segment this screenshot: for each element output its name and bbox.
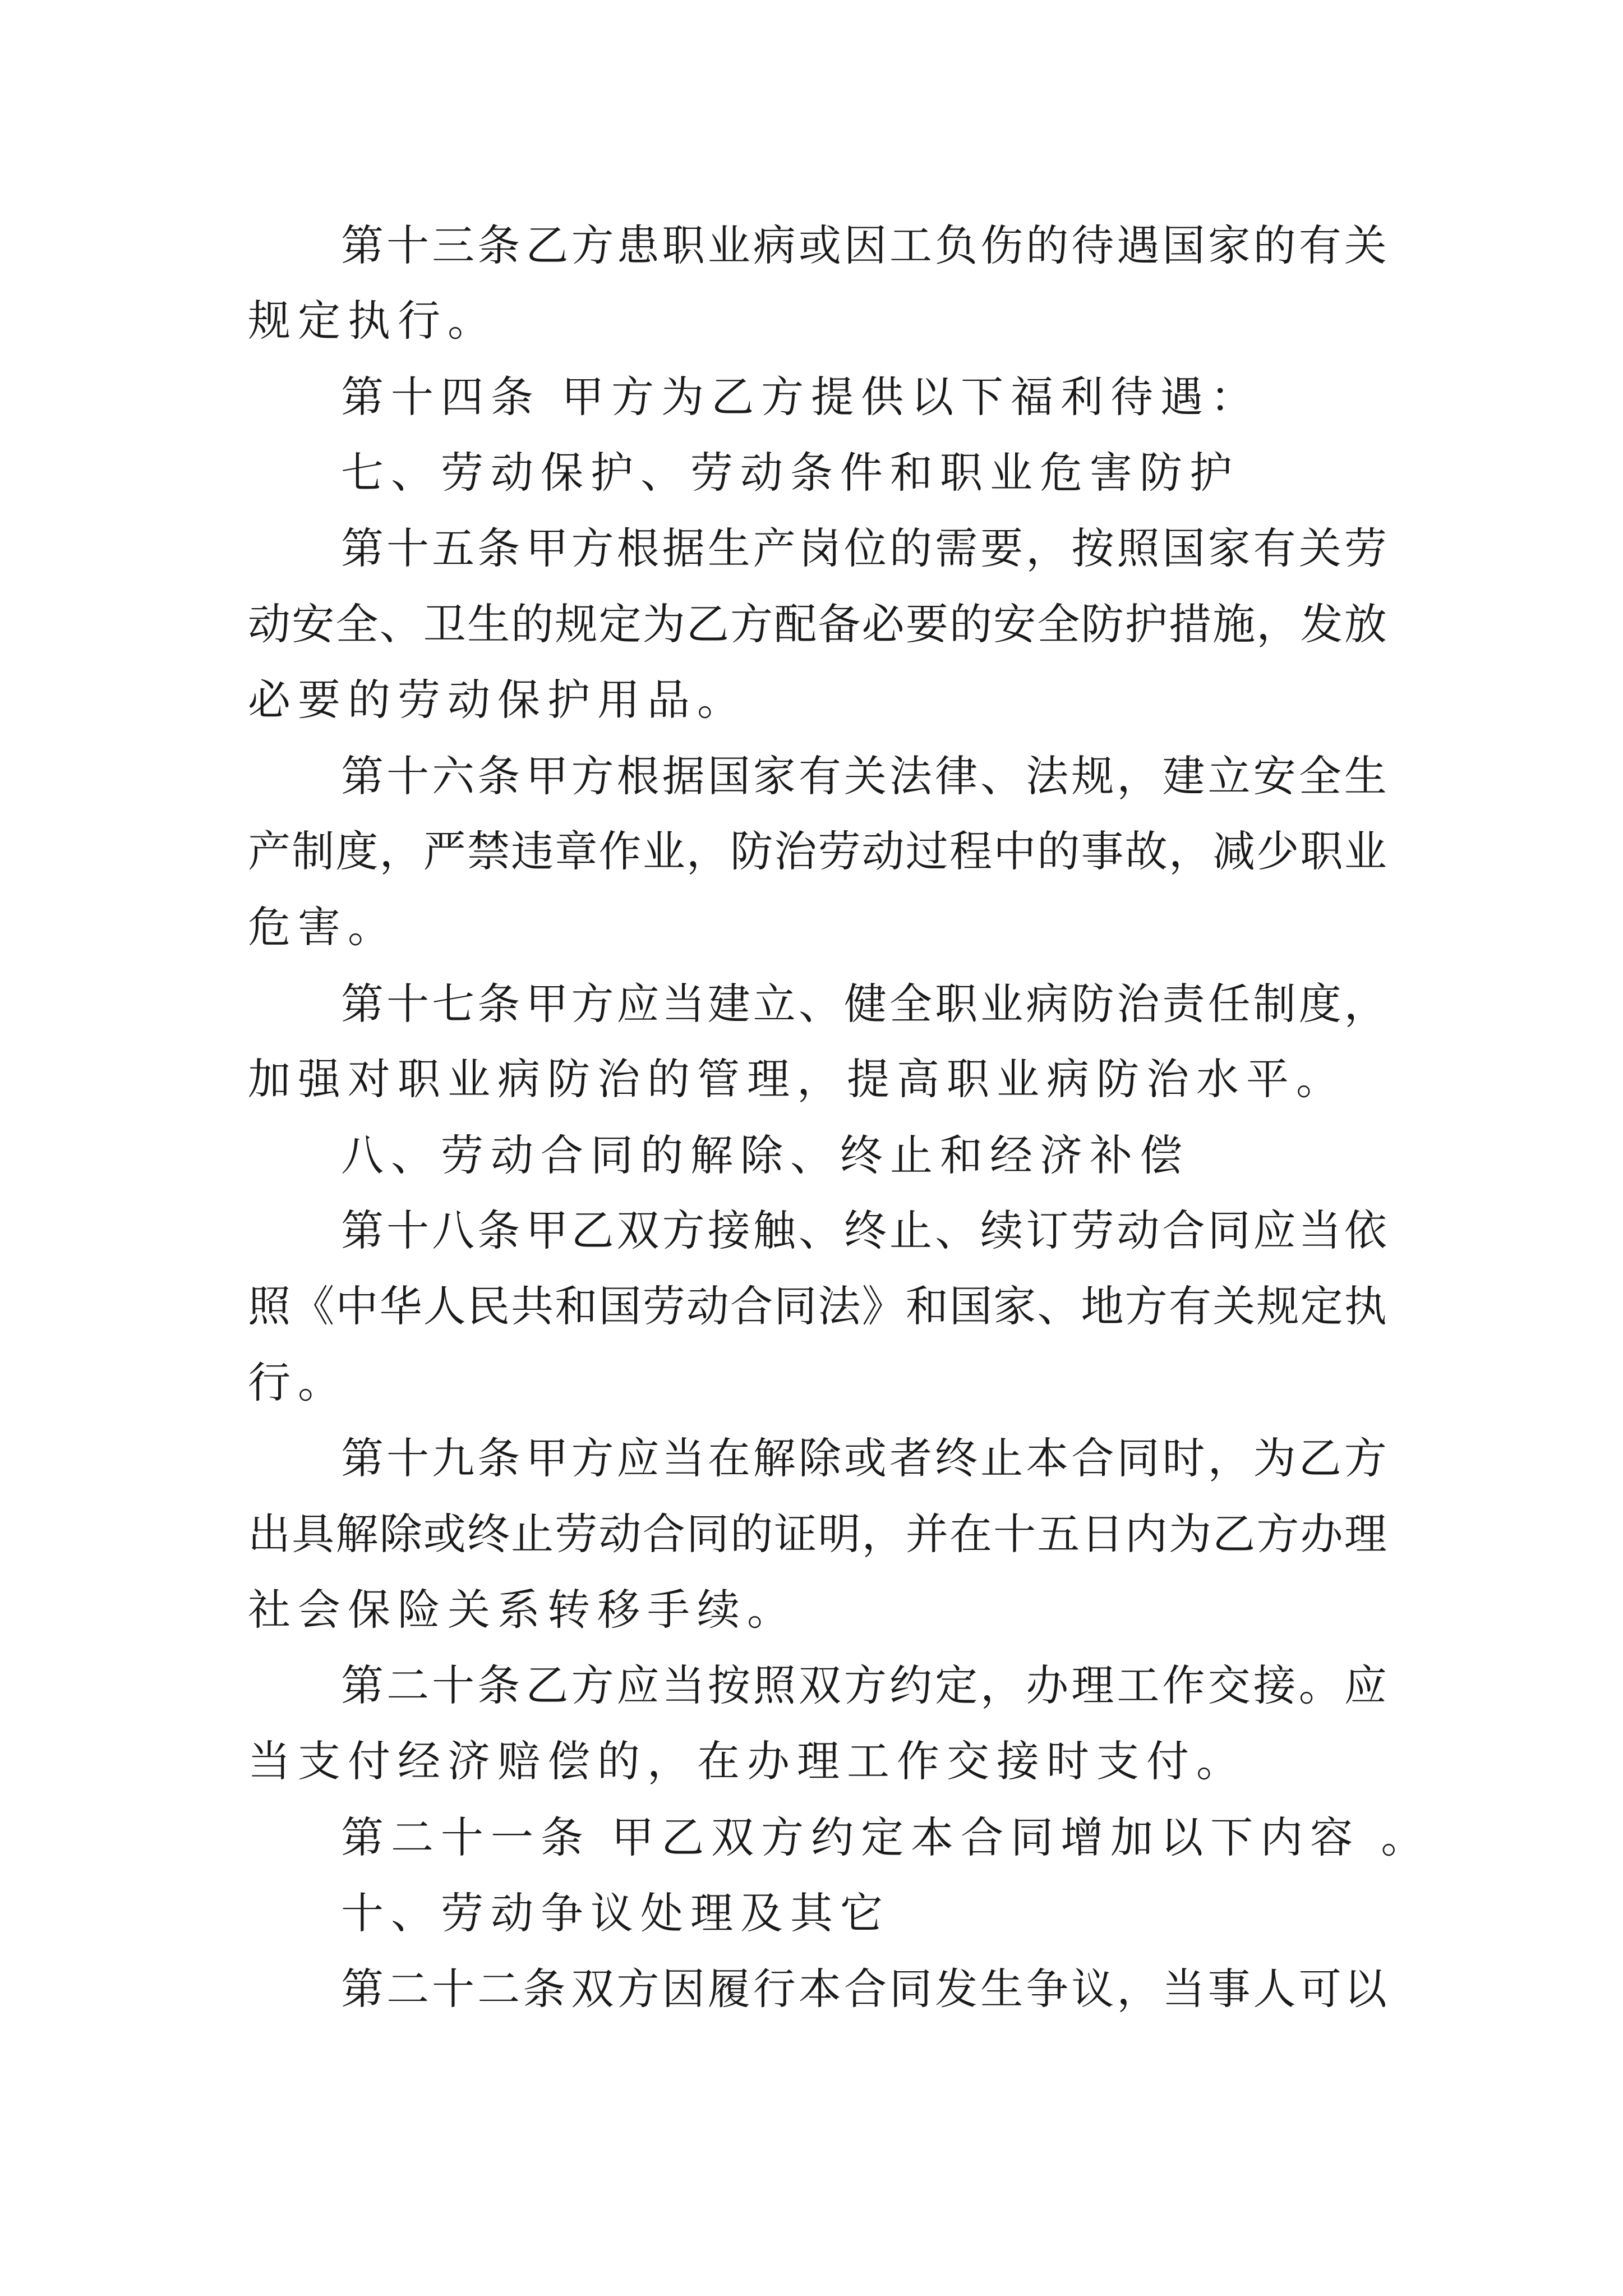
text-line: 第 十 七 条 甲 方 应 当 建 立 、 健 全 职 业 病 防 治 责 任 制 度 ， [341, 979, 1387, 1029]
text-line: 规定执行。 [248, 296, 497, 346]
text-line: 出 具 解 除 或 终 止 劳 动 合 同 的 证 明 ， 并 在 十 五 日 内 为 乙 方 办 理 [248, 1509, 1387, 1559]
section-heading: 八、劳动合同的解除、终止和经济补偿 [341, 1130, 1189, 1180]
text-line: 当支付经济赔偿的，在办理工作交接时支付。 [248, 1736, 1246, 1786]
text-line: 第二十一条 甲乙双方约定本合同增加以下内容 。 [341, 1812, 1431, 1862]
text-line: 第 十 三 条 乙 方 患 职 业 病 或 因 工 负 伤 的 待 遇 国 家 的 有 关 [341, 220, 1387, 270]
text-line: 第 二 十 二 条 双 方 因 履 行 本 合 同 发 生 争 议 ， 当 事 人 可 以 [341, 1964, 1387, 2014]
text-line: 必要的劳动保护用品。 [248, 675, 747, 725]
text-line: 危害。 [248, 902, 398, 952]
text-line: 第 十 九 条 甲 方 应 当 在 解 除 或 者 终 止 本 合 同 时 ， 为 乙 方 [341, 1433, 1387, 1483]
text-line: 社会保险关系转移手续。 [248, 1585, 797, 1635]
text-line: 加强对职业病防治的管理，提高职业病防治水平。 [248, 1054, 1346, 1104]
section-heading: 七、劳动保护、劳动条件和职业危害防护 [341, 448, 1239, 498]
text-line: 照 《 中 华 人 民 共 和 国 劳 动 合 同 法 》 和 国 家 、 地 方 有 关 规 定 执 [248, 1281, 1387, 1331]
text-line: 动 安 全 、 卫 生 的 规 定 为 乙 方 配 备 必 要 的 安 全 防 护 措 施 ， 发 放 [248, 599, 1387, 649]
text-line: 第 十 五 条 甲 方 根 据 生 产 岗 位 的 需 要 ， 按 照 国 家 有 关 劳 [341, 523, 1387, 573]
text-line: 第 二 十 条 乙 方 应 当 按 照 双 方 约 定 ， 办 理 工 作 交 接 。 应 [341, 1660, 1387, 1710]
text-line: 行。 [248, 1358, 348, 1407]
text-line: 第十四条 甲方为乙方提供以下福利待遇： [341, 372, 1261, 422]
section-heading: 十、劳动争议处理及其它 [341, 1888, 890, 1938]
text-line: 第 十 八 条 甲 乙 双 方 接 触 、 终 止 、 续 订 劳 动 合 同 应 当 依 [341, 1205, 1387, 1255]
text-line: 产 制 度 ， 严 禁 违 章 作 业 ， 防 治 劳 动 过 程 中 的 事 故 ， 减 少 职 业 [248, 826, 1387, 876]
text-line: 第 十 六 条 甲 方 根 据 国 家 有 关 法 律 、 法 规 ， 建 立 安 全 生 [341, 751, 1387, 801]
